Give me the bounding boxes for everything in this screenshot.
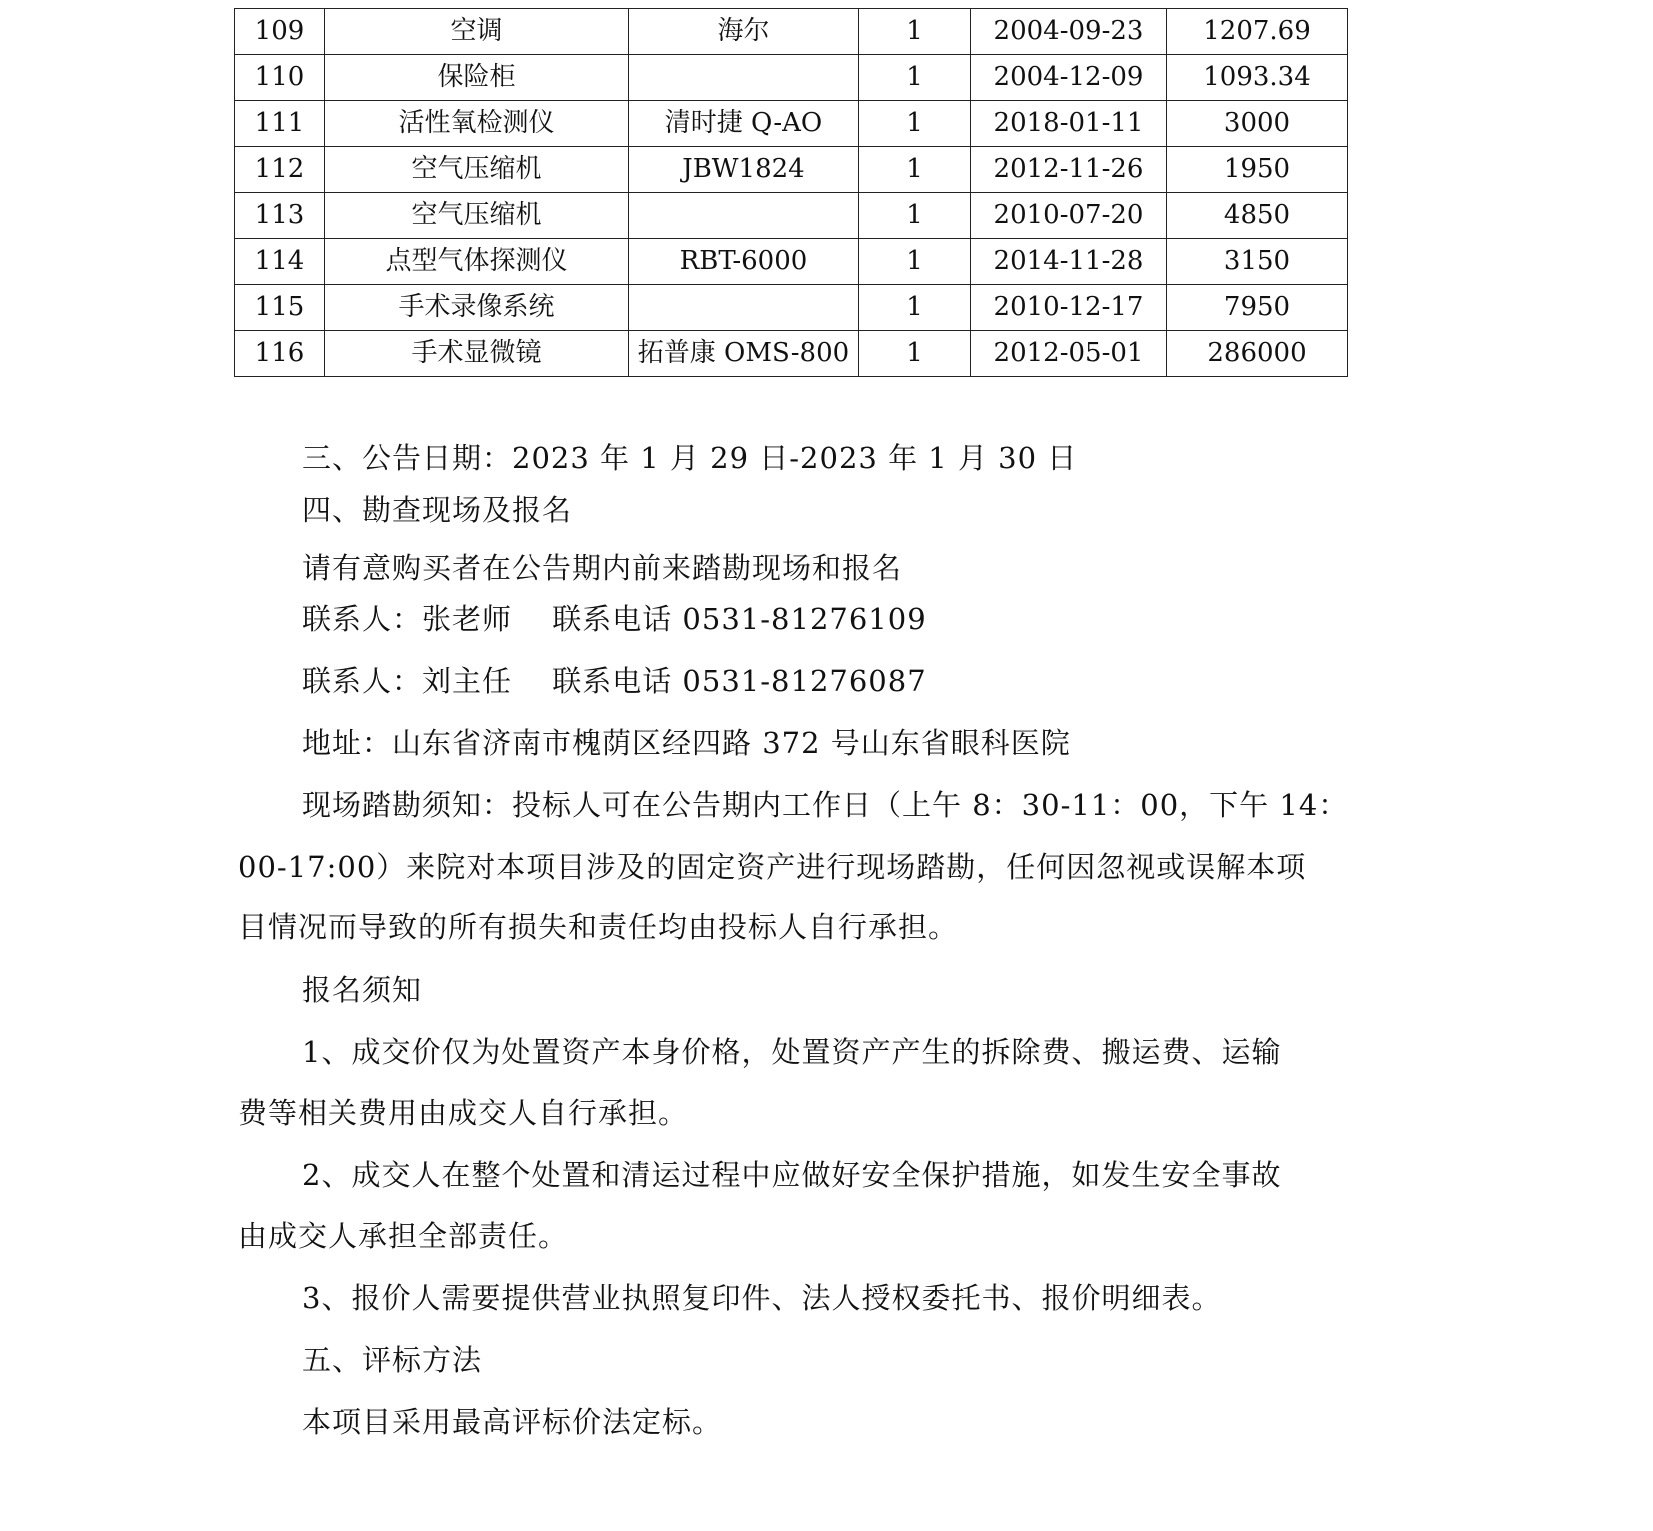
- item-2-line-2: 由成交人承担全部责任。: [238, 1219, 569, 1253]
- asset-table: [234, 8, 1348, 377]
- site-notice-line-3: 目情况而导致的所有损失和责任均由投标人自行承担。: [238, 910, 959, 944]
- cell-date: 2010-12-17: [971, 285, 1167, 331]
- cell-qty: 1: [859, 331, 971, 377]
- cell-date: 2012-11-26: [971, 147, 1167, 193]
- cell-no: 116: [235, 331, 325, 377]
- cell-qty: 1: [859, 285, 971, 331]
- table-row: [235, 331, 1348, 377]
- table-row: [235, 55, 1348, 101]
- cell-name: 空气压缩机: [325, 193, 629, 239]
- cell-no: 109: [235, 9, 325, 55]
- table-row: [235, 9, 1348, 55]
- cell-name: 空气压缩机: [325, 147, 629, 193]
- cell-date: 2010-07-20: [971, 193, 1167, 239]
- cell-value: 4850: [1167, 193, 1348, 239]
- cell-date: 2018-01-11: [971, 101, 1167, 147]
- cell-name: 活性氧检测仪: [325, 101, 629, 147]
- invite-text: 请有意购买者在公告期内前来踏勘现场和报名: [302, 551, 903, 585]
- cell-value: 3150: [1167, 239, 1348, 285]
- cell-value: 3000: [1167, 101, 1348, 147]
- section-5-heading: 五、评标方法: [302, 1343, 483, 1377]
- cell-qty: 1: [859, 239, 971, 285]
- cell-qty: 1: [859, 9, 971, 55]
- cell-model: 清时捷 Q-AO: [629, 101, 859, 147]
- table-row: [235, 285, 1348, 331]
- cell-qty: 1: [859, 101, 971, 147]
- section-4-heading: 四、勘查现场及报名: [302, 493, 573, 527]
- cell-qty: 1: [859, 55, 971, 101]
- cell-model: JBW1824: [629, 147, 859, 193]
- table-row: [235, 101, 1348, 147]
- cell-no: 112: [235, 147, 325, 193]
- cell-name: 空调: [325, 9, 629, 55]
- table-row: [235, 147, 1348, 193]
- cell-name: 手术录像系统: [325, 285, 629, 331]
- cell-model: RBT-6000: [629, 239, 859, 285]
- cell-no: 110: [235, 55, 325, 101]
- site-notice-line-1: 现场踏勘须知：投标人可在公告期内工作日（上午 8：30-11：00，下午 14：: [302, 788, 1349, 822]
- cell-value: 1950: [1167, 147, 1348, 193]
- contact-2: 联系人：刘主任 联系电话 0531-81276087: [302, 664, 927, 698]
- cell-qty: 1: [859, 193, 971, 239]
- cell-date: 2012-05-01: [971, 331, 1167, 377]
- cell-value: 7950: [1167, 285, 1348, 331]
- item-1-line-2: 费等相关费用由成交人自行承担。: [238, 1096, 689, 1130]
- cell-date: 2004-09-23: [971, 9, 1167, 55]
- cell-model: 拓普康 OMS-800: [629, 331, 859, 377]
- cell-qty: 1: [859, 147, 971, 193]
- cell-date: 2004-12-09: [971, 55, 1167, 101]
- cell-model: [629, 193, 859, 239]
- cell-value: 1207.69: [1167, 9, 1348, 55]
- site-notice-line-2: 00-17:00）来院对本项目涉及的固定资产进行现场踏勘，任何因忽视或误解本项: [238, 850, 1307, 884]
- registration-heading: 报名须知: [302, 973, 423, 1007]
- cell-value: 1093.34: [1167, 55, 1348, 101]
- item-1-line-1: 1、成交价仅为处置资产本身价格，处置资产产生的拆除费、搬运费、运输: [302, 1035, 1282, 1069]
- item-2-line-1: 2、成交人在整个处置和清运过程中应做好安全保护措施，如发生安全事故: [302, 1158, 1282, 1192]
- cell-value: 286000: [1167, 331, 1348, 377]
- item-3: 3、报价人需要提供营业执照复印件、法人授权委托书、报价明细表。: [302, 1281, 1222, 1315]
- cell-model: [629, 285, 859, 331]
- cell-no: 113: [235, 193, 325, 239]
- address: 地址：山东省济南市槐荫区经四路 372 号山东省眼科医院: [302, 726, 1071, 760]
- cell-model: 海尔: [629, 9, 859, 55]
- cell-name: 手术显微镜: [325, 331, 629, 377]
- contact-1: 联系人：张老师 联系电话 0531-81276109: [302, 602, 927, 636]
- table-row: [235, 239, 1348, 285]
- cell-no: 115: [235, 285, 325, 331]
- cell-no: 111: [235, 101, 325, 147]
- cell-model: [629, 55, 859, 101]
- cell-date: 2014-11-28: [971, 239, 1167, 285]
- cell-no: 114: [235, 239, 325, 285]
- cell-name: 点型气体探测仪: [325, 239, 629, 285]
- section-3-announcement-date: 三、公告日期：2023 年 1 月 29 日-2023 年 1 月 30 日: [302, 441, 1078, 475]
- evaluation-method: 本项目采用最高评标价法定标。: [302, 1405, 723, 1439]
- cell-name: 保险柜: [325, 55, 629, 101]
- table-row: [235, 193, 1348, 239]
